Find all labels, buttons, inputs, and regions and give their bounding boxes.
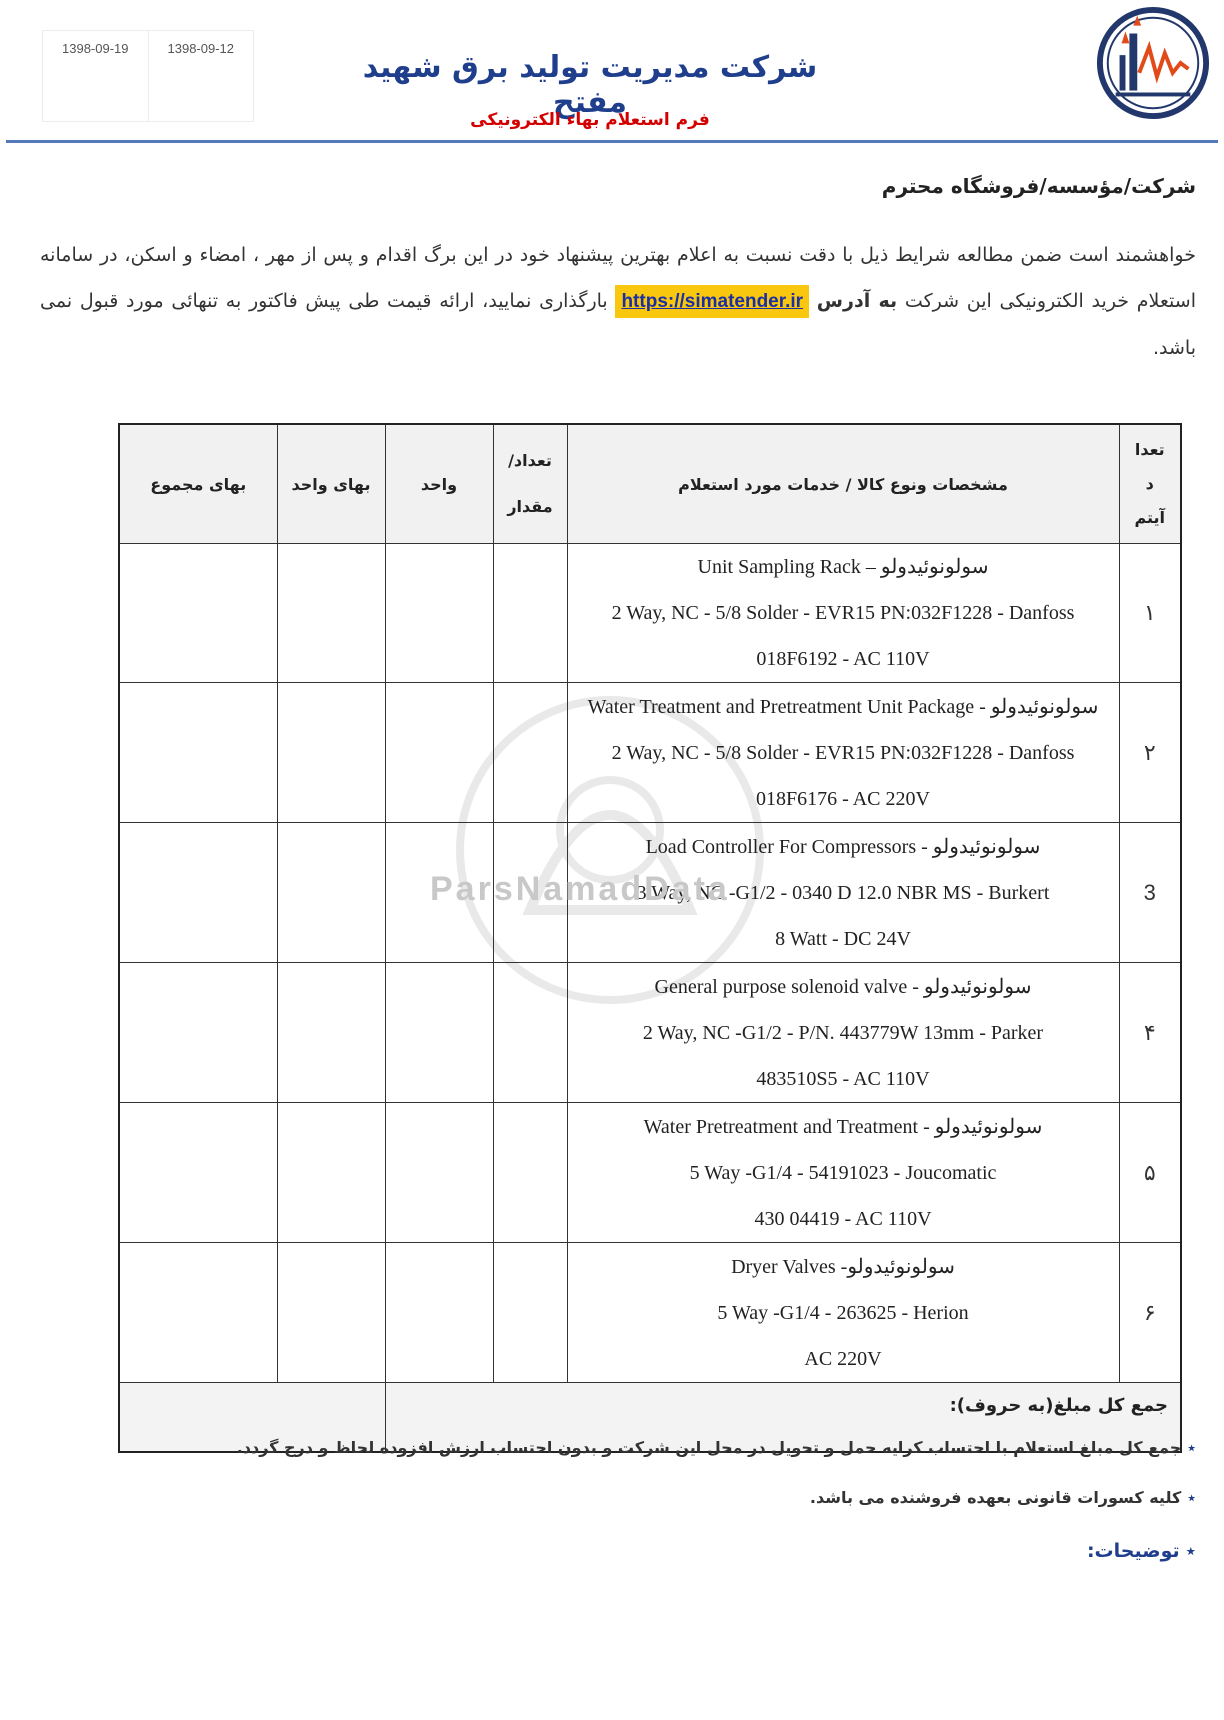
asterisk-icon: ٭ — [1185, 1540, 1196, 1562]
description-line: 430 04419 - AC 110V — [754, 1207, 932, 1230]
description-line: سولونوئیدولو - Water Pretreatment and Treatment — [643, 1115, 1043, 1138]
simatender-link[interactable]: https://simatender.ir — [615, 285, 809, 318]
date-1: 1398-09-19 — [43, 31, 149, 121]
description-line: سولونوئیدولو - General purpose solenoid valve — [654, 975, 1032, 998]
description-line: 2 Way, NC -G1/2 - P/N. 443779W 13mm - Parker — [642, 1021, 1044, 1044]
description-line: سولونوئیدولو – Unit Sampling Rack — [697, 556, 989, 578]
quantity-cell[interactable] — [493, 544, 567, 683]
header-item-line3: آیتم — [1134, 508, 1166, 527]
date-box — [42, 30, 254, 122]
description-line: 5 Way -G1/4 - 263625 - Herion — [717, 1301, 969, 1324]
form-title: فرم استعلام بهاء الکترونیکی — [470, 110, 710, 130]
unit-cell[interactable] — [385, 544, 493, 683]
table-row — [119, 963, 1181, 1103]
quantity-cell[interactable] — [493, 683, 567, 823]
total-price-cell[interactable] — [119, 823, 277, 963]
description-line: 483510S5 - AC 110V — [756, 1067, 930, 1090]
total-price-cell[interactable] — [119, 683, 277, 823]
total-price-cell[interactable] — [119, 1103, 277, 1243]
description-line: سولونوئیدولو- Dryer Valves — [731, 1255, 955, 1278]
description-line: 018F6176 - AC 220V — [756, 787, 930, 810]
description-line: سولونوئیدولو - Load Controller For Compressors — [645, 835, 1041, 858]
description-line: 2 Way, NC - 5/8 Solder - EVR15 PN:032F1228 - Danfoss — [611, 602, 1075, 624]
unit-cell[interactable] — [385, 1103, 493, 1243]
asterisk-icon: ٭ — [1187, 1488, 1196, 1507]
unit-price-cell[interactable] — [277, 823, 385, 963]
item-number: ۶ — [1119, 1243, 1181, 1383]
total-price-cell[interactable] — [119, 544, 277, 683]
item-number: ۲ — [1119, 683, 1181, 823]
table-row — [119, 1103, 1181, 1243]
company-title: شرکت مدیریت تولید برق شهید مفتح — [362, 50, 818, 120]
explanations — [1087, 1540, 1196, 1562]
header-unit: واحد — [385, 424, 493, 544]
note-2 — [810, 1488, 1196, 1507]
unit-price-cell[interactable] — [277, 544, 385, 683]
date-2: 1398-09-12 — [167, 41, 234, 56]
header-item-line2: د — [1145, 474, 1154, 493]
item-number: ۵ — [1119, 1103, 1181, 1243]
header-quantity-line2: مقدار — [507, 497, 553, 516]
note-1 — [237, 1438, 1196, 1457]
description-line: AC 220V — [804, 1347, 882, 1370]
address-label: به آدرس — [816, 290, 898, 312]
quantity-cell[interactable] — [493, 1103, 567, 1243]
table-header-row — [119, 424, 1181, 544]
explanations-label: توضیحات: — [1086, 1540, 1180, 1562]
unit-cell[interactable] — [385, 963, 493, 1103]
quantity-cell[interactable] — [493, 963, 567, 1103]
description-line: سولونوئیدولو - Water Treatment and Pretreatment Unit Package — [587, 695, 1099, 718]
asterisk-icon: ٭ — [1187, 1438, 1196, 1457]
header-total-price: بهای مجموع — [119, 424, 277, 544]
note-1-text: جمع کل مبلغ استعلام با احتساب کرایه حمل و تحویل در محل این شرکت و بدون احتساب ارزش افزوده لحاظ و درج گردد. — [236, 1438, 1182, 1457]
unit-price-cell[interactable] — [277, 683, 385, 823]
description-cell — [567, 1103, 1119, 1243]
description-line: 8 Watt - DC 24V — [775, 927, 911, 950]
description-line: 2 Way, NC - 5/8 Solder - EVR15 PN:032F1228 - Danfoss — [611, 741, 1075, 764]
unit-price-cell[interactable] — [277, 1103, 385, 1243]
total-price-cell[interactable] — [119, 963, 277, 1103]
header-item-line1: تعدا — [1134, 440, 1165, 459]
unit-cell[interactable] — [385, 1243, 493, 1383]
salutation: شرکت/مؤسسه/فروشگاه محترم — [881, 174, 1196, 198]
description-cell — [567, 683, 1119, 823]
intro-paragraph — [40, 232, 1196, 371]
table-row — [119, 544, 1181, 683]
description-line: 018F6192 - AC 110V — [756, 648, 930, 670]
watermark-text: ParsNamadData — [430, 870, 730, 908]
header-quantity — [493, 424, 567, 544]
total-price-cell[interactable] — [119, 1243, 277, 1383]
sum-label: جمع کل مبلغ(به حروف): — [385, 1383, 1181, 1453]
unit-price-cell[interactable] — [277, 963, 385, 1103]
header-divider — [6, 140, 1218, 143]
description-cell — [567, 963, 1119, 1103]
item-number: ۱ — [1119, 544, 1181, 683]
header-unit-price: بهای واحد — [277, 424, 385, 544]
description-cell — [567, 544, 1119, 683]
unit-price-cell[interactable] — [277, 1243, 385, 1383]
unit-cell[interactable] — [385, 683, 493, 823]
power-plant-logo-icon — [1094, 4, 1212, 122]
item-number: ۴ — [1119, 963, 1181, 1103]
quantity-cell[interactable] — [493, 1243, 567, 1383]
intro-text-part1: خواهشمند است ضمن مطالعه شرایط ذیل با دقت نسبت به اعلام بهترین پیشنهاد خود در این برگ اقدام و پس از مهر ، امضاء و اسکن، در سامانه استعلام خرید الکترونیکی این شرکت — [40, 244, 1196, 312]
inquiry-table — [118, 423, 1182, 1453]
item-number: 3 — [1119, 823, 1181, 963]
note-2-text: کلیه کسورات قانونی بعهده فروشنده می باشد. — [809, 1488, 1182, 1507]
table-row — [119, 1243, 1181, 1383]
header-item-no — [1119, 424, 1181, 544]
description-line: 5 Way -G1/4 - 54191023 - Joucomatic — [689, 1161, 997, 1184]
header-description: مشخصات ونوع کالا / خدمات مورد استعلام — [567, 424, 1119, 544]
table-row — [119, 683, 1181, 823]
description-cell — [567, 1243, 1119, 1383]
description-line: 3 Way, NC -G1/2 - 0340 D 12.0 NBR MS - Burkert — [636, 881, 1050, 904]
header-quantity-line1: تعداد/ — [508, 451, 552, 470]
intro-text-part2: بارگذاری نمایید، ارائه قیمت طی پیش فاکتور به تنهائی مورد قبول نمی باشد. — [40, 290, 1196, 359]
